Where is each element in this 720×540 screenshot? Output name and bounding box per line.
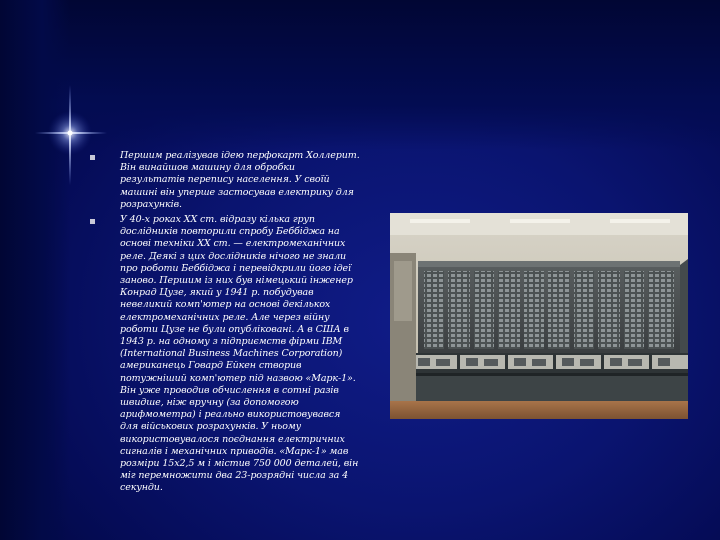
- mark-1-photo: [390, 213, 688, 419]
- bullet-square-icon: [90, 155, 95, 160]
- bullet-item-zuse-aiken: [90, 214, 390, 495]
- bullet-text: Першим реалізував ідею перфокарт Холлерит. Він винайшов машину для обробки результатів перепису населення. У своїй машині він уперше застосував електрику для розрахунків.: [120, 150, 360, 210]
- bullet-square-icon: [90, 219, 95, 224]
- bullet-item-hollerith: [90, 150, 390, 211]
- bullet-list: [90, 150, 390, 495]
- mark-1-computer-image: [390, 213, 688, 419]
- bullet-text: У 40-х роках ХХ ст. відразу кілька груп дослідників повторили спробу Беббіджа на основі техніки ХХ ст. — електромеханічних реле. Деякі з цих дослідників нічого не знали про роботи Беббіджа і перевідкрили його ідеї заново. Першим із них був німецький інженер Конрад Цузе, який у 1941 р. побудував невеликий комп'ютер на основі декількох електромеханічних реле. Але через війну роботи Цузе не були опубліковані. А в США в 1943 р. на одному з підприємств фірми IBM (International Business Machines Corporation) американець Говард Ейкен створив потужніший комп'ютер під назвою «Марк-1». Він уже проводив обчислення в сотні разів швидше, ніж вручну (за допомогою арифмометра) і реально використовувався для військових розрахунків. У ньому використовувалося поєднання електричних сигналів і механічних приводів. «Марк-1» мав розміри 15х2,5 м і містив 750 000 деталей, він міг перемножити два 23-розрядні числа за 4 секунди.: [120, 214, 359, 494]
